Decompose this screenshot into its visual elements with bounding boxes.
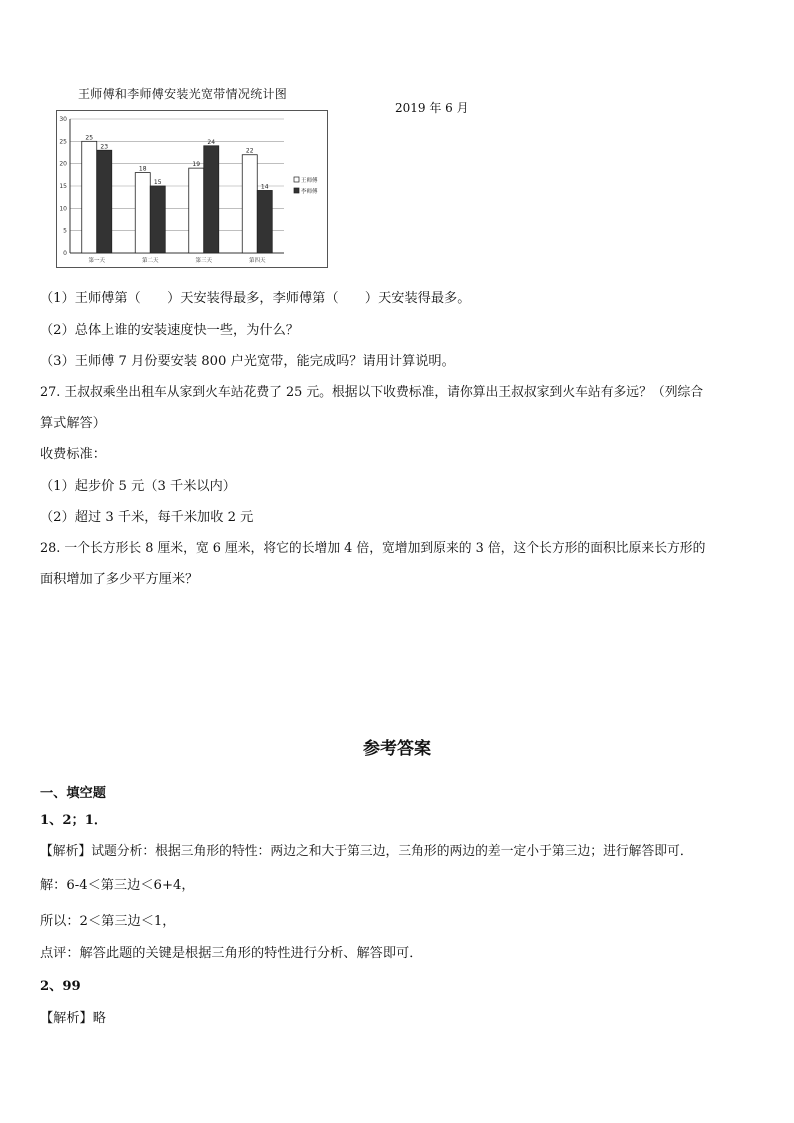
answers-title: 参考答案 <box>363 739 431 759</box>
y-tick-label: 25 <box>59 138 67 146</box>
answer-2-analysis: 【解析】略 <box>40 1011 106 1026</box>
question-26-part-3: （3）王师傅 7 月份要安装 800 户光宽带，能完成吗？请用计算说明。 <box>40 354 455 369</box>
bar <box>257 190 272 253</box>
y-tick-label: 0 <box>63 250 67 257</box>
bar-value-label: 25 <box>85 134 94 142</box>
legend-swatch <box>294 188 299 193</box>
question-27-line-2: 算式解答） <box>40 416 106 431</box>
bar <box>242 155 257 253</box>
bar-value-label: 23 <box>100 143 109 151</box>
y-tick-label: 20 <box>59 160 67 168</box>
bar-value-label: 18 <box>138 165 147 173</box>
answer-1-comment: 点评：解答此题的关键是根据三角形的特性进行分析、解答即可． <box>40 946 423 961</box>
bar <box>97 150 112 253</box>
legend-label: 李师傅 <box>301 189 318 195</box>
fee-standard-title: 收费标准： <box>40 447 106 462</box>
answer-2: 2、99 <box>40 979 81 994</box>
bar <box>189 168 204 253</box>
question-28-line-1: 28. 一个长方形长 8 厘米，宽 6 厘米，将它的长增加 4 倍，宽增加到原来的 3 倍，这个长方形的面积比原来长方形的 <box>40 541 706 556</box>
answer-1-analysis: 【解析】试题分析：根据三角形的特性：两边之和大于第三边，三角形的两边的差一定小于第三边；进行解答即可． <box>40 844 693 859</box>
question-26-part-1: （1）王师傅第（ ）天安装得最多，李师傅第（ ）天安装得最多。 <box>40 291 471 306</box>
x-tick-label: 第一天 <box>88 258 106 264</box>
legend-label: 王师傅 <box>301 178 318 184</box>
fee-standard-2: （2）超过 3 千米，每千米加收 2 元 <box>40 510 254 525</box>
y-tick-label: 5 <box>63 227 67 235</box>
question-27-line-1: 27. 王叔叔乘坐出租车从家到火车站花费了 25 元。根据以下收费标准，请你算出王叔叔家到火车站有多远？（列综合 <box>40 385 704 400</box>
chart-date: 2019 年 6 月 <box>395 101 469 115</box>
bar-value-label: 19 <box>192 161 201 169</box>
x-tick-label: 第四天 <box>248 258 266 264</box>
fee-standard-1: （1）起步价 5 元（3 千米以内） <box>40 479 236 494</box>
answer-1-solution: 解：6-4＜第三边＜6+4， <box>40 878 195 893</box>
bar <box>82 141 97 253</box>
bar <box>150 186 165 253</box>
bar-value-label: 14 <box>260 183 269 191</box>
bar <box>135 173 150 253</box>
bar-value-label: 24 <box>207 138 216 146</box>
bar-chart-svg <box>56 110 328 268</box>
y-tick-label: 15 <box>59 183 67 190</box>
question-26-part-2: （2）总体上谁的安装速度快一些，为什么？ <box>40 323 299 338</box>
y-tick-label: 10 <box>59 205 67 213</box>
y-tick-label: 30 <box>59 116 67 123</box>
chart-title: 王师傅和李师傅安装光宽带情况统计图 <box>78 87 288 101</box>
bar <box>204 146 219 253</box>
bar-value-label: 15 <box>153 179 162 186</box>
answer-1: 1、2；1． <box>40 813 108 828</box>
question-28-line-2: 面积增加了多少平方厘米？ <box>40 572 199 587</box>
bar-chart <box>56 110 328 268</box>
answer-1-therefore: 所以：2＜第三边＜1， <box>40 914 176 929</box>
answers-section-1: 一、填空题 <box>40 786 106 801</box>
x-tick-label: 第三天 <box>195 258 213 264</box>
legend-swatch <box>294 177 299 182</box>
x-tick-label: 第二天 <box>141 258 159 264</box>
bar-value-label: 22 <box>245 147 254 155</box>
